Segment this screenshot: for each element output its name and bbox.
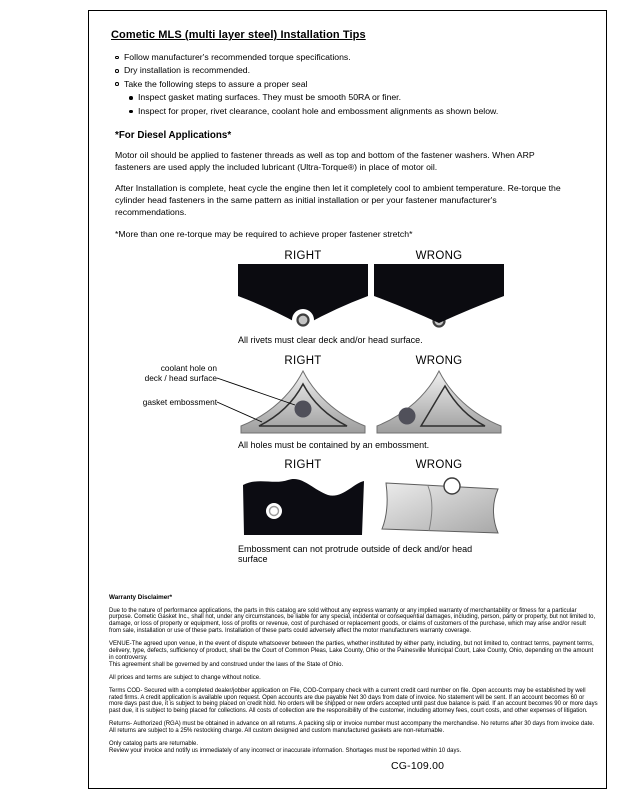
annotation-gasket-embossment: gasket embossment <box>142 396 217 407</box>
open-bullet-icon <box>115 56 119 60</box>
wrong-label: WRONG <box>415 249 463 262</box>
disclaimer-paragraph-prices: All prices and terms are subject to change without notice. <box>109 674 261 681</box>
diagram-row-holes <box>142 354 504 450</box>
diagram-embossment-right <box>238 473 368 539</box>
disclaimer-heading: Warranty Disclaimer* <box>109 593 173 601</box>
diagram-panels <box>142 362 504 435</box>
diagram-labels <box>238 459 504 471</box>
disclaimer-paragraph-venue2: This agreement shall be governed by and construed under the laws of the State of Ohio. <box>109 661 344 668</box>
diagram-caption: All holes must be contained by an embossment. <box>238 439 430 450</box>
right-label: RIGHT <box>284 458 322 471</box>
filled-bullet-icon <box>129 96 133 100</box>
annotation-coolant-hole: coolant hole on deck / head surface <box>144 362 217 383</box>
diagram-panels <box>238 264 504 330</box>
diesel-heading: *For Diesel Applications* <box>115 130 232 142</box>
rivet <box>298 314 309 325</box>
sub-tip-item <box>129 91 592 104</box>
coolant-hole <box>399 407 416 424</box>
diagram-panels <box>238 473 504 539</box>
tip-item <box>115 51 592 64</box>
disclaimer-section <box>109 595 598 755</box>
catalog-page-code: CG-109.00 <box>391 760 445 772</box>
wrong-label: WRONG <box>415 354 463 367</box>
wrong-label: WRONG <box>415 458 463 471</box>
diagram-caption: Embossment can not protrude outside of deck and/or head surface <box>238 543 473 565</box>
diesel-paragraph-1: Motor oil should be applied to fastener threads as well as top and bottom of the fastener washers. When ARP fasteners are used apply the included lubricant (Ultra-Torque®) in place of motor oil. <box>115 149 535 172</box>
deck-section <box>374 264 504 323</box>
embossed-hole <box>266 503 282 519</box>
diagram-labels <box>238 355 504 367</box>
right-label: RIGHT <box>284 354 322 367</box>
diagram-labels <box>238 250 504 262</box>
tip-text: Follow manufacturer's recommended torque specifications. <box>124 52 351 62</box>
retorque-note: *More than one re-torque may be required to achieve proper fastener stretch* <box>115 228 413 239</box>
open-bullet-icon <box>115 69 119 73</box>
tips-list <box>115 51 592 118</box>
page-title: Cometic MLS (multi layer steel) Installation Tips <box>111 29 366 41</box>
sub-tip-text: Inspect gasket mating surfaces. They must be smooth 50RA or finer. <box>138 92 402 103</box>
right-label: RIGHT <box>284 249 322 262</box>
tip-item <box>115 64 592 77</box>
protruding-hole <box>444 478 460 494</box>
deck-section <box>382 483 498 533</box>
disclaimer-paragraph-returns: Returns- Authorized (RGA) must be obtained in advance on all returns. A packing slip or invoice number must accompany the merchandise. No returns after 30 days from invoice date. All returns are subject to a 25% restocking charge. All custom designed and custom manufactured gaskets are non-returnable. <box>109 721 595 735</box>
diagram-hole-wrong <box>374 369 504 435</box>
disclaimer-paragraph-review: Review your invoice and notify us immediately of any incorrect or inaccurate information. Shortages must be reported within 10 days. <box>109 748 462 755</box>
disclaimer-paragraph-terms: Terms COD- Secured with a completed dealer/jobber application on File, COD-Company check with a current credit card number on file. Open accounts may be established by well rated firms. A credit application is available upon request. Open accounts are due payable Net 30 days from date of invoice. No statement will be sent. If an account becomes 60 or more days past due, it is subject to being placed on credit hold. No orders will be shipped or new orders accepted until past due balance is paid. If an account becomes 90 or more days past due, it is subject to being placed for collections. All costs of collection are the responsibility of the customer, including attorney fees, court costs, and other expenses of litigation. <box>109 687 598 715</box>
deck-section <box>243 479 364 535</box>
sub-tips-list <box>129 91 592 118</box>
diagram-row-rivets <box>238 250 504 345</box>
disclaimer-paragraph-venue: VENUE-The agreed upon venue, in the event of dispute whatsoever between the parties, whether instituted by either party, including, but not limited to, contract terms, payment terms, delivery, type, defects, sufficiency of product, shall be the Court of Common Pleas, Lake County, Ohio or the Painesville Municipal Court, Lake County, Ohio, depending on the amount in controversy. <box>109 641 594 661</box>
tip-item <box>115 78 592 91</box>
page-frame <box>88 10 607 789</box>
diagram-hole-right <box>238 369 368 435</box>
diesel-section <box>115 130 561 241</box>
open-bullet-icon <box>115 82 119 86</box>
tip-text: Dry installation is recommended. <box>124 65 251 76</box>
tip-text: Take the following steps to assure a proper seal <box>124 78 308 89</box>
disclaimer-paragraph-catalog: Only catalog parts are returnable. <box>109 741 199 748</box>
diagram-embossment-wrong <box>374 473 504 539</box>
filled-bullet-icon <box>129 110 133 114</box>
diagram-caption: All rivets must clear deck and/or head surface. <box>238 334 423 345</box>
sub-tip-item <box>129 105 592 118</box>
disclaimer-paragraph-warranty: Due to the nature of performance applications, the parts in this catalog are sold without any express warranty or any implied warranty of merchantability or fitness for a particular purpose. Cometic Gasket Inc., shall not, under any circumstances, be liable for any special, incidental or consequential damages, including, person, party or property, but not limited to, damage, or loss of property or equipment, loss of profits or revenue, cost of purchased or replacement goods, or claims of customers of the purchase, which may arise and/or result from sale, installation or use of these parts. Installation of these parts could adversely affect the motor manufacturers warranty coverage. <box>109 607 596 635</box>
coolant-hole <box>295 400 312 417</box>
deck-surface <box>377 371 501 433</box>
diagram-row-embossment <box>238 459 504 565</box>
sub-tip-text: Inspect for proper, rivet clearance, coolant hole and embossment alignments as shown below. <box>138 105 499 116</box>
diesel-paragraph-2: After Installation is complete, heat cycle the engine then let it completely cool to ambient temperature. Re-torque the cylinder head fasteners in the same pattern as initial installation or per your fastener manufacturer's recommendations. <box>115 183 561 218</box>
diagram-rivet-wrong <box>374 264 504 330</box>
diagram-rivet-right <box>238 264 368 330</box>
